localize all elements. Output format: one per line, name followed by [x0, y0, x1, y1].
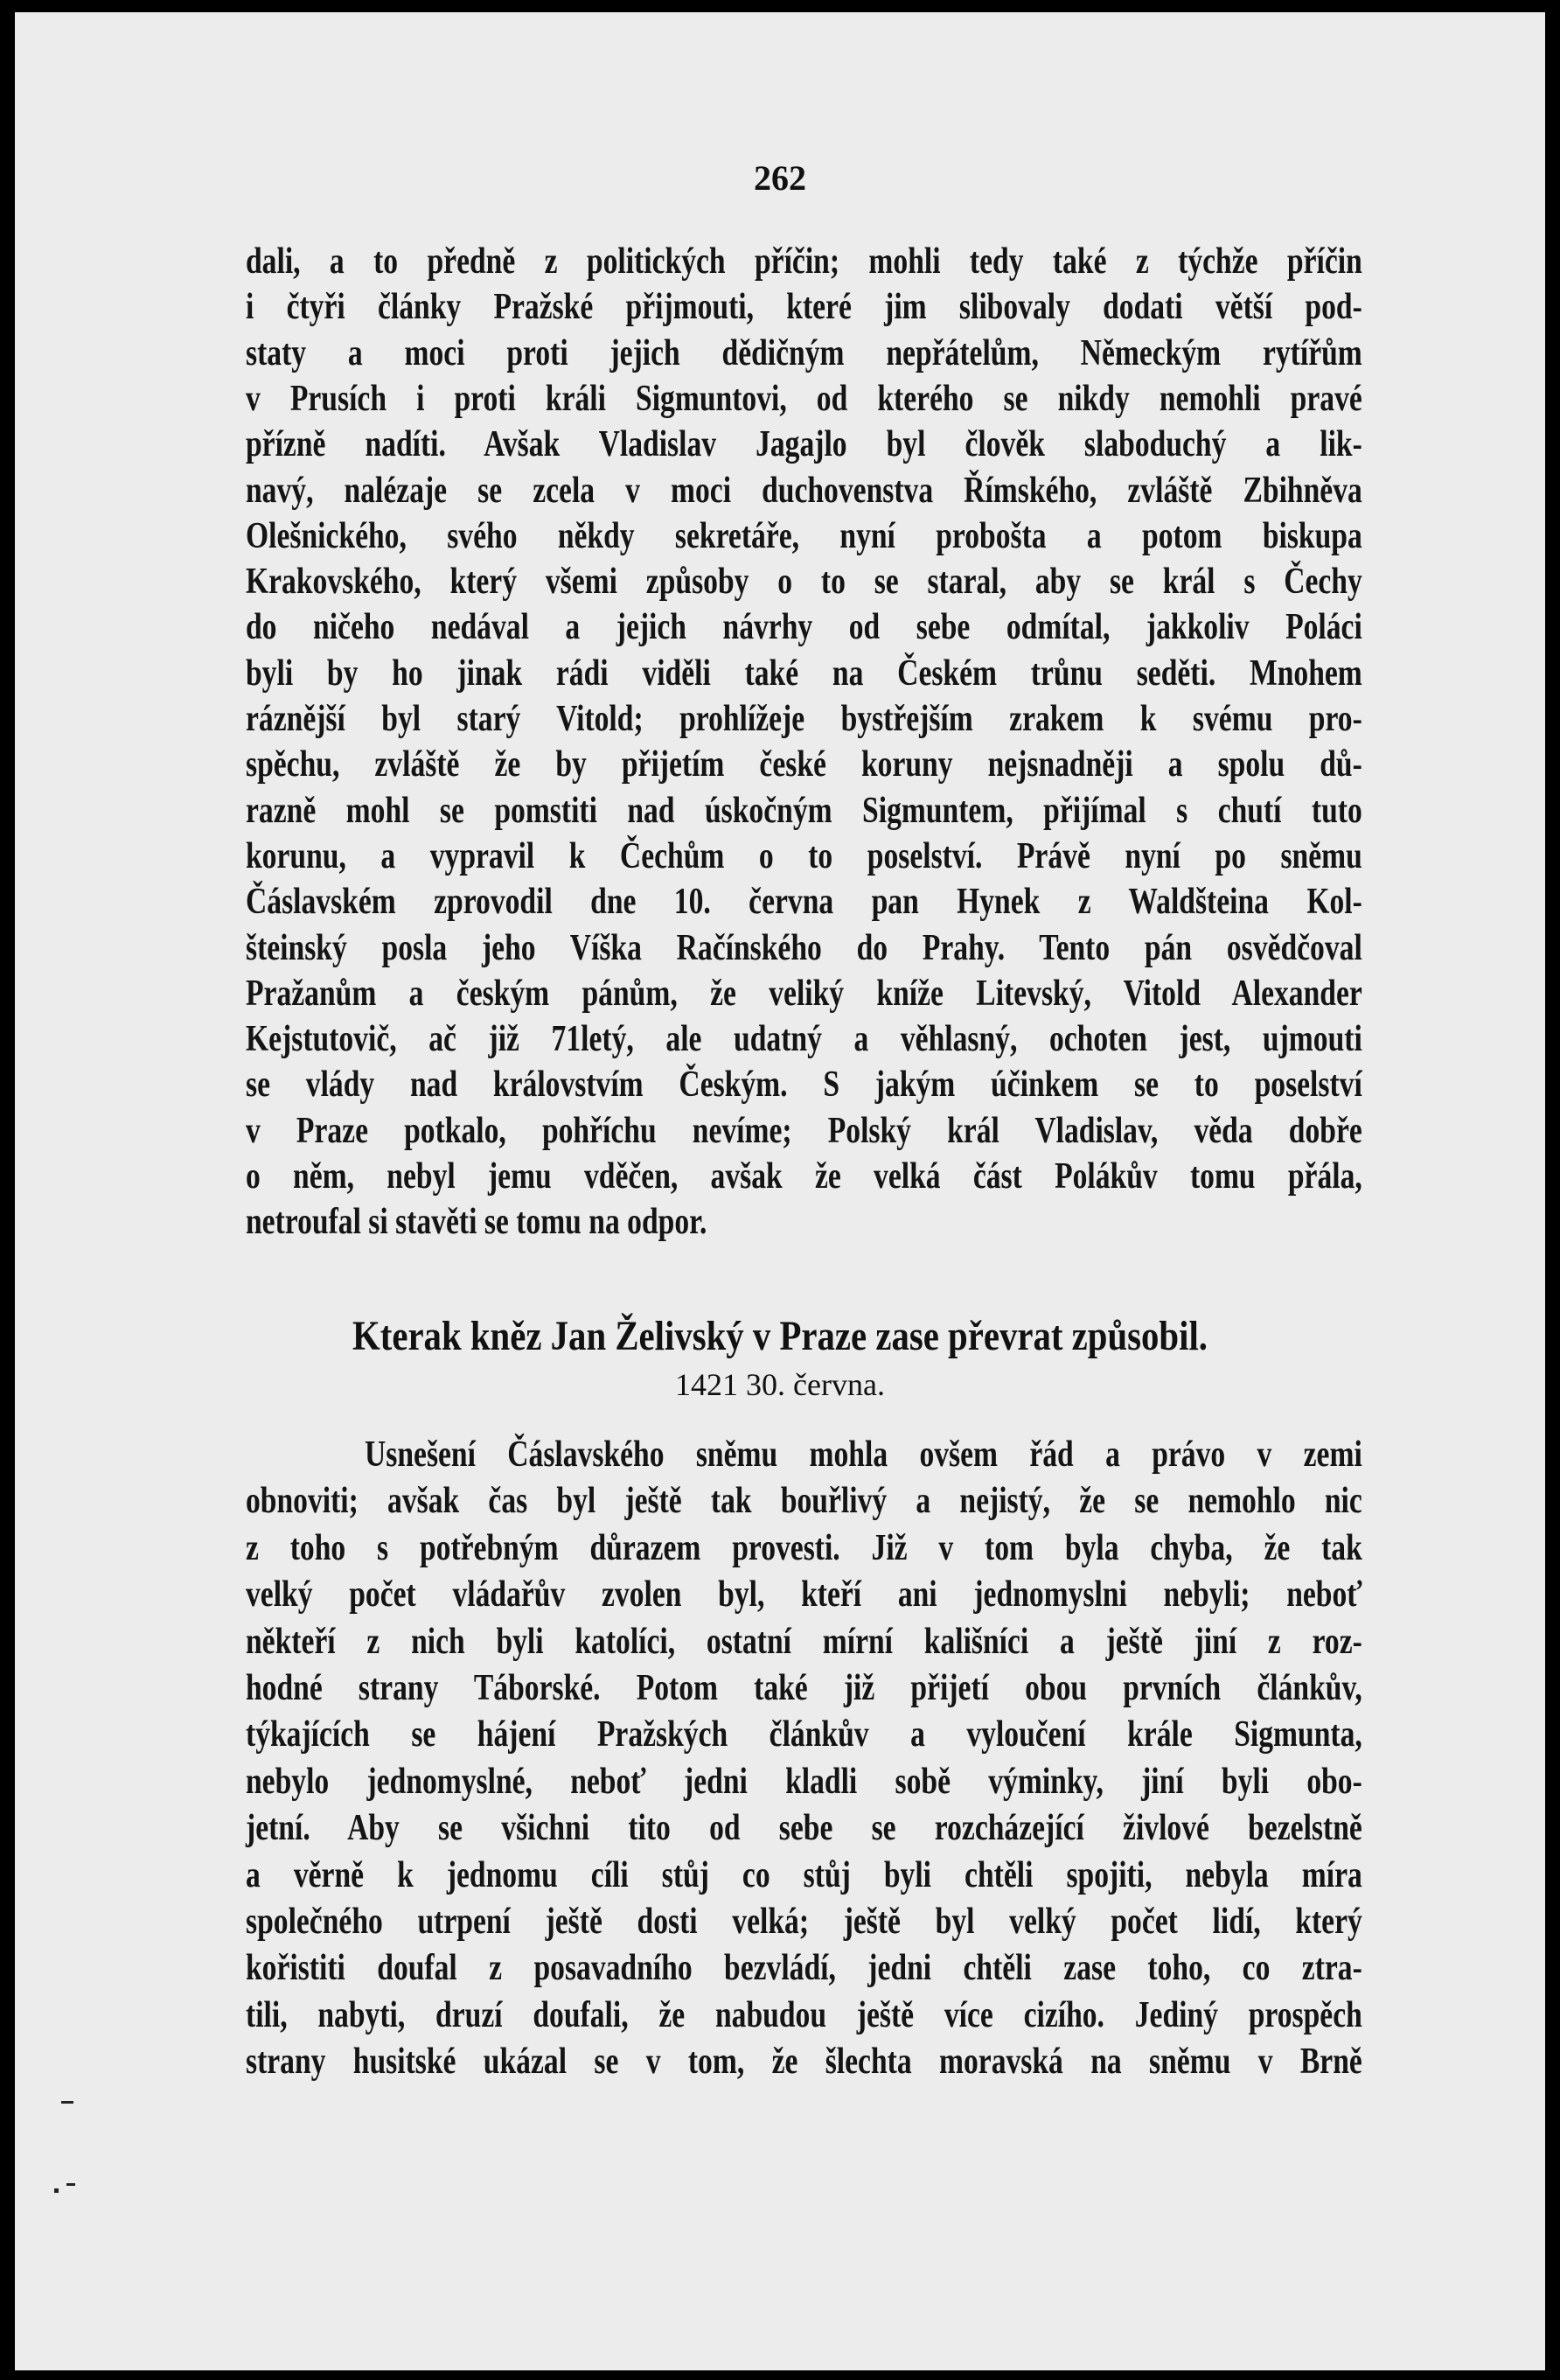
text-line: netroufal si stavěti se tomu na odpor.: [246, 1202, 707, 1243]
text-line: nebylo jednomyslné, neboť jedni kladli sobě výminky, jiní byli obo-: [246, 1761, 1362, 1802]
text-line: jetní. Aby se všichni tito od sebe se rozcházející živlové bezelstně: [246, 1808, 1362, 1849]
text-line: staty a moci proti jejich dědičným nepřátelům, Německým rytířům: [246, 332, 1362, 373]
text-line: někteří z nich byli katolíci, ostatní mírní kališníci a ještě jiní z roz-: [246, 1621, 1362, 1662]
text-line: společného utrpení ještě dosti velká; ještě byl velký počet lidí, který: [246, 1902, 1362, 1942]
text-line: obnoviti; avšak čas byl ještě tak bouřlivý a nejistý, že se nemohlo nic: [246, 1481, 1362, 1522]
text-line: do ničeho nedával a jejich návrhy od sebe odmítal, jakkoliv Poláci: [246, 607, 1362, 648]
text-line: Olešnického, svého někdy sekretáře, nyní probošta a potom biskupa: [246, 515, 1362, 556]
text-line: byli by ho jinak rádi viděli také na Českém trůnu seděti. Mnohem: [246, 653, 1362, 694]
text-line: i čtyři články Pražské přijmouti, které jim slibovaly dodati větší pod-: [246, 287, 1362, 328]
text-line: dali, a to předně z politických příčin; mohli tedy také z týchže příčin: [246, 241, 1362, 282]
section-date: 1421 30. června.: [675, 1367, 885, 1402]
text-line: Krakovského, který všemi způsoby o to se staral, aby se král s Čechy: [246, 562, 1362, 603]
text-line: Usnešení Čáslavského sněmu mohla ovšem řád a právo v zemi: [365, 1434, 1362, 1475]
text-line: o něm, nebyl jemu vděčen, avšak že velká část Polákův tomu přála,: [246, 1156, 1362, 1197]
text-line: šteinský posla jeho Víška Račínského do Prahy. Tento pán osvědčoval: [246, 927, 1362, 968]
text-line: velký počet vládařův zvolen byl, kteří ani jednomyslni nebyli; neboť: [246, 1574, 1362, 1616]
text-line: kořistiti doufal z posavadního bezvládí, jedni chtěli zase toho, co ztra-: [246, 1948, 1362, 1989]
text-line: Pražanům a českým pánům, že veliký kníže Litevský, Vitold Alexander: [246, 973, 1362, 1014]
text-line: týkajících se hájení Pražských článkův a vyloučení krále Sigmunta,: [246, 1714, 1362, 1755]
text-line: a věrně k jednomu cíli stůj co stůj byli chtěli spojiti, nebyla míra: [246, 1854, 1362, 1895]
text-line: razně mohl se pomstiti nad úskočným Sigmuntem, přijímal s chutí tuto: [246, 790, 1362, 831]
text-line: v Prusích i proti králi Sigmuntovi, od kterého se nikdy nemohli pravé: [246, 378, 1362, 419]
scan-artifact-mark: [66, 2183, 75, 2186]
text-line: hodné strany Táborské. Potom také již přijetí obou prvních článkův,: [246, 1668, 1362, 1708]
text-line: Čáslavském zprovodil dne 10. června pan Hynek z Waldšteina Kol-: [246, 882, 1362, 923]
page-number: 262: [754, 158, 806, 198]
text-line: navý, nalézaje se zcela v moci duchovenstva Římského, zvláště Zbihněva: [246, 470, 1362, 511]
text-line: přízně nadíti. Avšak Vladislav Jagajlo byl člověk slaboduchý a lik-: [246, 424, 1362, 465]
text-line: ráznější byl starý Vitold; prohlížeje bystřejším zrakem k svému pro-: [246, 699, 1362, 739]
text-line: spěchu, zvláště že by přijetím české koruny nejsnadněji a spolu dů-: [246, 744, 1362, 785]
text-line: v Praze potkalo, pohříchu nevíme; Polský král Vladislav, věda dobře: [246, 1110, 1362, 1151]
section-heading: Kterak kněz Jan Želivský v Praze zase převrat způsobil.: [352, 1313, 1208, 1359]
text-line: korunu, a vypravil k Čechům o to poselství. Právě nyní po sněmu: [246, 835, 1362, 876]
text-line: se vlády nad královstvím Českým. S jakým účinkem se to poselství: [246, 1064, 1362, 1106]
text-line: tili, nabyti, druzí doufali, že nabudou ještě více cizího. Jediný prospěch: [246, 1994, 1362, 2035]
text-line: z toho s potřebným důrazem provesti. Již v tom byla chyba, že tak: [246, 1527, 1362, 1568]
text-line: strany husitské ukázal se v tom, že šlechta moravská na sněmu v Brně: [246, 2041, 1362, 2083]
scan-artifact-mark: [61, 2101, 73, 2104]
text-line: Kejstutovič, ač již 71letý, ale udatný a věhlasný, ochoten jest, ujmouti: [246, 1019, 1362, 1060]
scan-artifact-mark: [54, 2188, 59, 2193]
